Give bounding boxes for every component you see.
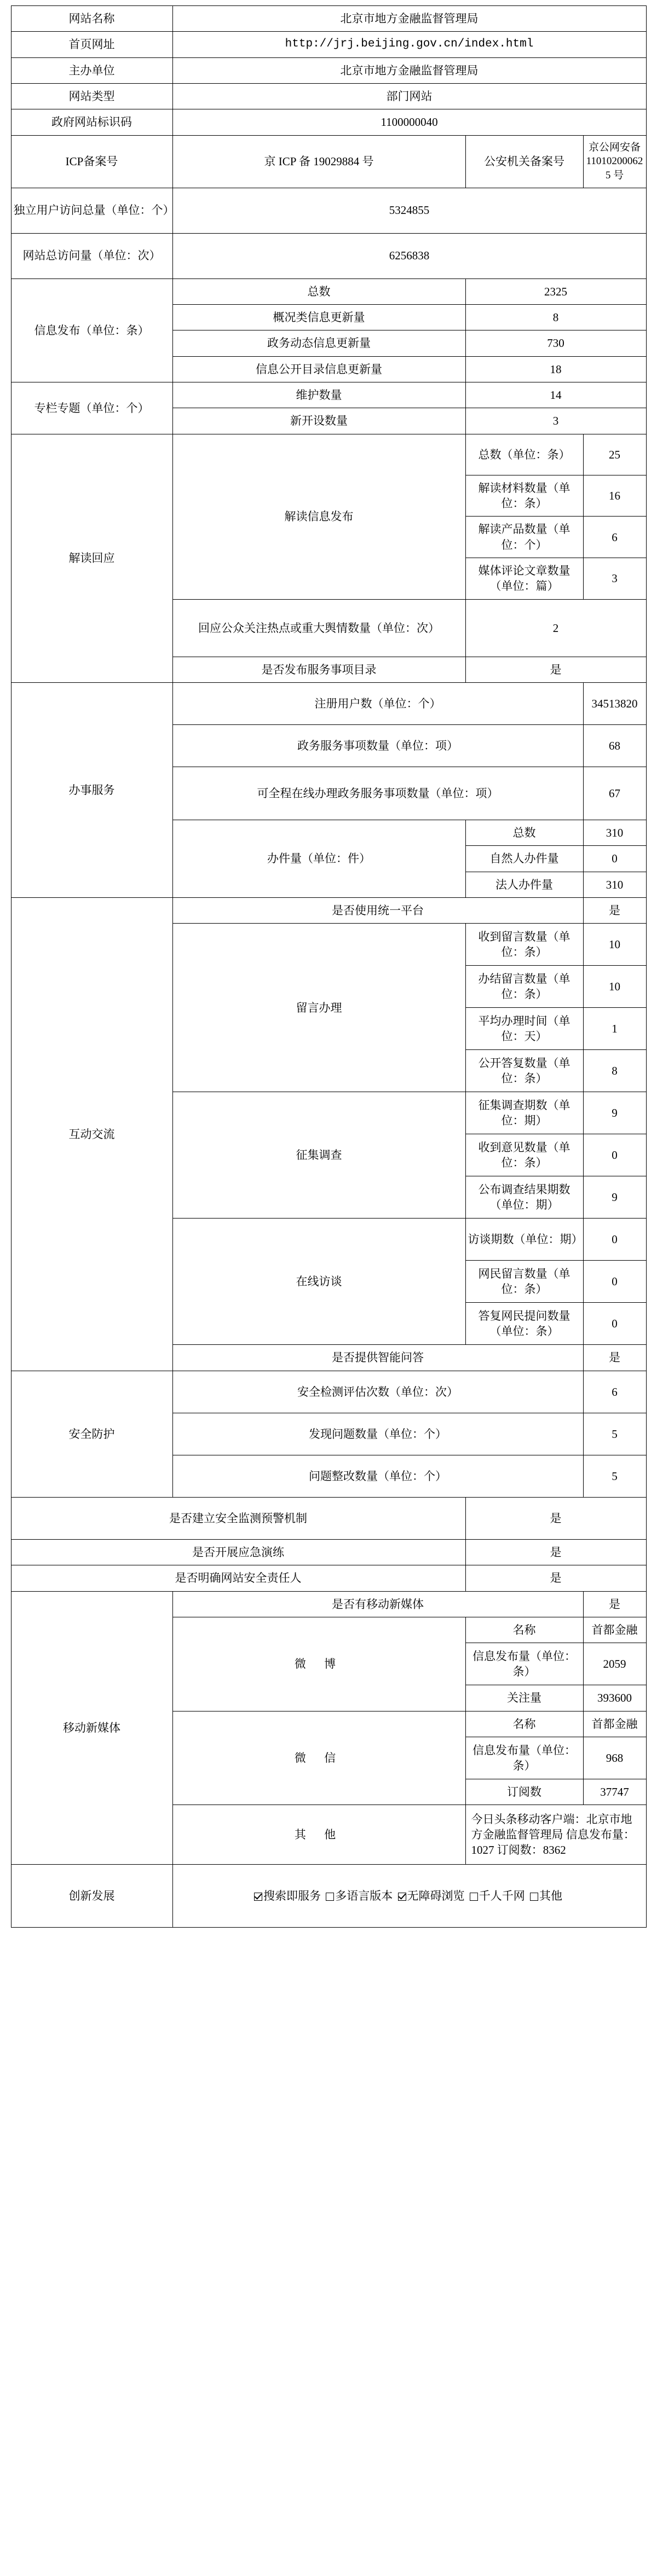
table-row <box>11 109 646 135</box>
special-item-value: 3 <box>465 408 646 434</box>
innovation-option-accessibility[interactable]: 无障碍浏览 <box>398 1888 465 1904</box>
interpretation-release-label: 解读信息发布 <box>172 434 465 599</box>
handled-item-name: 法人办件量 <box>465 872 583 897</box>
drill-label: 是否开展应急演练 <box>11 1539 465 1565</box>
interview-item-value: 0 <box>583 1303 646 1345</box>
handled-item-name: 自然人办件量 <box>465 846 583 872</box>
wechat-item-value: 968 <box>583 1737 646 1779</box>
site-type-label: 网站类型 <box>11 84 172 109</box>
table-row <box>11 1591 646 1617</box>
smart-qa-value: 是 <box>583 1345 646 1371</box>
weibo-item-value: 首都金融 <box>583 1617 646 1643</box>
annual-report-table <box>11 5 647 1928</box>
interpretation-label: 解读回应 <box>11 434 172 682</box>
service-catalog-label: 是否发布服务事项目录 <box>172 657 465 682</box>
security-label: 安全防护 <box>11 1371 172 1497</box>
survey-item-value: 9 <box>583 1092 646 1134</box>
message-item-value: 8 <box>583 1050 646 1092</box>
checkbox-icon[interactable] <box>530 1893 538 1901</box>
survey-item-name: 征集调查期数（单位：期） <box>465 1092 583 1134</box>
interpretation-item-value: 6 <box>583 517 646 558</box>
table-row <box>11 32 646 57</box>
info-release-item-name: 政务动态信息更新量 <box>172 330 465 356</box>
site-type-value: 部门网站 <box>172 84 646 109</box>
affairs-item-name: 可全程在线办理政务服务事项数量（单位：项） <box>172 767 583 820</box>
message-item-name: 平均办理时间（单位：天） <box>465 1008 583 1050</box>
table-row <box>11 233 646 279</box>
wechat-label: 微 信 <box>172 1711 465 1805</box>
innovation-option-multilang[interactable]: 多语言版本 <box>326 1888 393 1904</box>
interview-item-value: 0 <box>583 1219 646 1261</box>
checkbox-icon[interactable] <box>326 1893 334 1901</box>
wechat-item-value: 37747 <box>583 1779 646 1805</box>
new-media-label: 移动新媒体 <box>11 1591 172 1865</box>
weibo-item-name: 关注量 <box>465 1685 583 1711</box>
interview-item-name: 网民留言数量（单位：条） <box>465 1261 583 1303</box>
handled-item-name: 总数 <box>465 820 583 846</box>
unified-platform-value: 是 <box>583 898 646 924</box>
security-item-name: 问题整改数量（单位：个） <box>172 1455 583 1497</box>
interview-label: 在线访谈 <box>172 1219 465 1345</box>
unique-visits-label: 独立用户访问总量（单位：个） <box>11 188 172 233</box>
interview-item-name: 答复网民提问数量（单位：条） <box>465 1303 583 1345</box>
hot-response-label: 回应公众关注热点或重大舆情数量（单位：次） <box>172 599 465 657</box>
site-name-value: 北京市地方金融监督管理局 <box>172 6 646 32</box>
total-visits-value: 6256838 <box>172 233 646 279</box>
handled-item-value: 310 <box>583 820 646 846</box>
responsible-person-value: 是 <box>465 1565 646 1591</box>
has-new-media-value: 是 <box>583 1591 646 1617</box>
table-row <box>11 1371 646 1413</box>
message-item-name: 办结留言数量（单位：条） <box>465 966 583 1008</box>
gov-site-id-label: 政府网站标识码 <box>11 109 172 135</box>
weibo-label: 微 博 <box>172 1617 465 1711</box>
weibo-item-name: 名称 <box>465 1617 583 1643</box>
police-record-value: 京公网安备 11010200062 5 号 <box>583 135 646 188</box>
interaction-label: 互动交流 <box>11 898 172 1371</box>
host-value: 北京市地方金融监督管理局 <box>172 57 646 83</box>
warning-mechanism-value: 是 <box>465 1497 646 1539</box>
special-item-name: 维护数量 <box>172 382 465 408</box>
handled-item-value: 310 <box>583 872 646 897</box>
table-row <box>11 1865 646 1928</box>
table-row <box>11 188 646 233</box>
info-release-item-name: 总数 <box>172 279 465 304</box>
handled-item-value: 0 <box>583 846 646 872</box>
table-row <box>11 279 646 304</box>
table-row <box>11 84 646 109</box>
survey-item-name: 收到意见数量（单位：条） <box>465 1134 583 1176</box>
survey-item-value: 9 <box>583 1176 646 1219</box>
security-item-value: 5 <box>583 1455 646 1497</box>
weibo-item-name: 信息发布量（单位：条） <box>465 1643 583 1685</box>
info-release-item-value: 18 <box>465 356 646 382</box>
icp-label: ICP备案号 <box>11 135 172 188</box>
innovation-options <box>172 1865 646 1928</box>
info-release-item-value: 8 <box>465 304 646 330</box>
smart-qa-label: 是否提供智能问答 <box>172 1345 583 1371</box>
responsible-person-label: 是否明确网站安全责任人 <box>11 1565 465 1591</box>
innovation-option-other[interactable]: 其他 <box>530 1888 562 1904</box>
interpretation-item-name: 解读材料数量（单位：条） <box>465 475 583 517</box>
checkbox-icon[interactable] <box>254 1893 262 1901</box>
wechat-item-name: 信息发布量（单位：条） <box>465 1737 583 1779</box>
homepage-label: 首页网址 <box>11 32 172 57</box>
innovation-option-search[interactable]: 搜索即服务 <box>254 1888 321 1904</box>
interpretation-item-name: 总数（单位：条） <box>465 434 583 475</box>
info-release-item-value: 2325 <box>465 279 646 304</box>
survey-item-name: 公布调查结果期数（单位：期） <box>465 1176 583 1219</box>
table-row <box>11 6 646 32</box>
survey-item-value: 0 <box>583 1134 646 1176</box>
interpretation-item-name: 媒体评论文章数量（单位：篇） <box>465 558 583 600</box>
interpretation-item-name: 解读产品数量（单位：个） <box>465 517 583 558</box>
checkbox-icon[interactable] <box>398 1893 406 1901</box>
interview-item-value: 0 <box>583 1261 646 1303</box>
total-visits-label: 网站总访问量（单位：次） <box>11 233 172 279</box>
unique-visits-value: 5324855 <box>172 188 646 233</box>
weibo-item-value: 2059 <box>583 1643 646 1685</box>
special-item-name: 新开设数量 <box>172 408 465 434</box>
interview-item-name: 访谈期数（单位：期） <box>465 1219 583 1261</box>
table-row <box>11 683 646 725</box>
table-row <box>11 1565 646 1591</box>
weibo-item-value: 393600 <box>583 1685 646 1711</box>
interpretation-item-value: 3 <box>583 558 646 600</box>
security-item-value: 6 <box>583 1371 646 1413</box>
police-record-label: 公安机关备案号 <box>465 135 583 188</box>
service-catalog-value: 是 <box>465 657 646 682</box>
security-item-value: 5 <box>583 1413 646 1455</box>
special-item-value: 14 <box>465 382 646 408</box>
wechat-item-value: 首都金融 <box>583 1711 646 1737</box>
info-release-item-value: 730 <box>465 330 646 356</box>
wechat-item-name: 订阅数 <box>465 1779 583 1805</box>
special-column-label: 专栏专题（单位：个） <box>11 382 172 434</box>
interpretation-item-value: 25 <box>583 434 646 475</box>
drill-value: 是 <box>465 1539 646 1565</box>
hot-response-value: 2 <box>465 599 646 657</box>
message-item-name: 收到留言数量（单位：条） <box>465 924 583 966</box>
info-release-item-name: 概况类信息更新量 <box>172 304 465 330</box>
other-media-label: 其 他 <box>172 1805 465 1865</box>
message-item-name: 公开答复数量（单位：条） <box>465 1050 583 1092</box>
host-label: 主办单位 <box>11 57 172 83</box>
table-row <box>11 135 646 188</box>
affairs-label: 办事服务 <box>11 683 172 898</box>
message-item-value: 1 <box>583 1008 646 1050</box>
affairs-item-value: 68 <box>583 725 646 767</box>
table-row <box>11 898 646 924</box>
message-item-value: 10 <box>583 924 646 966</box>
checkbox-icon[interactable] <box>470 1893 478 1901</box>
unified-platform-label: 是否使用统一平台 <box>172 898 583 924</box>
message-item-value: 10 <box>583 966 646 1008</box>
table-row <box>11 1497 646 1539</box>
icp-value: 京 ICP 备 19029884 号 <box>172 135 465 188</box>
table-row <box>11 434 646 475</box>
affairs-item-value: 34513820 <box>583 683 646 725</box>
table-row <box>11 382 646 408</box>
gov-site-id-value: 1100000040 <box>172 109 646 135</box>
homepage-value[interactable]: http://jrj.beijing.gov.cn/index.html <box>172 32 646 57</box>
wechat-item-name: 名称 <box>465 1711 583 1737</box>
innovation-option-personalized[interactable]: 千人千网 <box>470 1888 525 1904</box>
interpretation-item-value: 16 <box>583 475 646 517</box>
handled-label: 办件量（单位：件） <box>172 820 465 898</box>
innovation-label: 创新发展 <box>11 1865 172 1928</box>
info-release-label: 信息发布（单位：条） <box>11 279 172 382</box>
affairs-item-name: 注册用户数（单位：个） <box>172 683 583 725</box>
affairs-item-name: 政务服务事项数量（单位：项） <box>172 725 583 767</box>
other-media-value: 今日头条移动客户端：北京市地方金融监督管理局 信息发布量：1027 订阅数：8362 <box>465 1805 646 1865</box>
info-release-item-name: 信息公开目录信息更新量 <box>172 356 465 382</box>
security-item-name: 发现问题数量（单位：个） <box>172 1413 583 1455</box>
message-label: 留言办理 <box>172 924 465 1092</box>
site-name-label: 网站名称 <box>11 6 172 32</box>
table-row <box>11 57 646 83</box>
has-new-media-label: 是否有移动新媒体 <box>172 1591 583 1617</box>
affairs-item-value: 67 <box>583 767 646 820</box>
security-item-name: 安全检测评估次数（单位：次） <box>172 1371 583 1413</box>
table-row <box>11 1539 646 1565</box>
warning-mechanism-label: 是否建立安全监测预警机制 <box>11 1497 465 1539</box>
survey-label: 征集调查 <box>172 1092 465 1219</box>
